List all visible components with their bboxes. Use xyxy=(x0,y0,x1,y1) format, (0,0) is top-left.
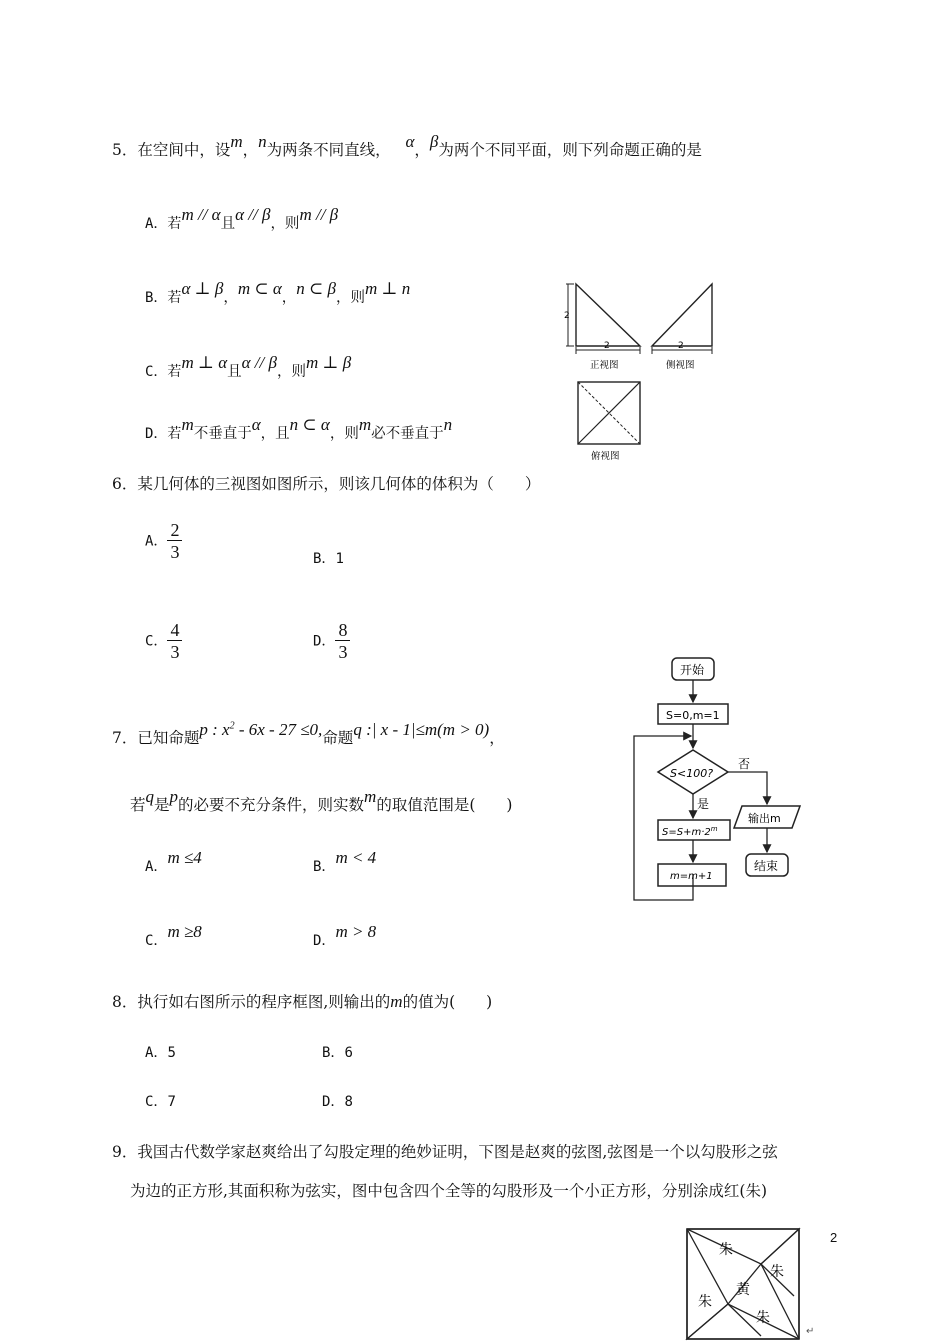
side-view-triangle xyxy=(652,284,712,346)
flow-end-label: 结束 xyxy=(754,859,779,873)
flow-no-label: 否 xyxy=(738,757,751,771)
xiantu-zhu-bottom: 朱 xyxy=(756,1310,770,1326)
xiantu-zhu-right: 朱 xyxy=(770,1264,784,1280)
top-view-label: 俯视图 xyxy=(591,451,620,462)
q5-option-b: B．若α ⊥ β，m ⊂ α，n ⊂ β，则m ⊥ n xyxy=(145,279,411,306)
q6-stem: 6．某几何体的三视图如图所示，则该几何体的体积为（ ） xyxy=(112,475,541,493)
q5-option-d: D．若m不垂直于α，且n ⊂ α，则m必不垂直于n xyxy=(145,415,453,442)
three-views-figure xyxy=(560,278,730,468)
q8-option-d: D．8 xyxy=(322,1094,353,1110)
dim-front-width: 2 xyxy=(604,341,610,351)
q6-option-c: C． $\frac{4}{3}$ xyxy=(145,620,182,663)
xiantu-zhu-left: 朱 xyxy=(698,1294,712,1310)
q8-option-b: B．6 xyxy=(322,1045,353,1061)
q5-stem: 5．在空间中，设m，n为两条不同直线， α，β为两个不同平面，则下列命题正确的是 xyxy=(112,132,702,159)
q9-line2: 为边的正方形,其面积称为弦实，图中包含四个全等的勾股形及一个小正方形，分别涂成红(朱) xyxy=(130,1182,768,1200)
flow-update-m-label: m=m+1 xyxy=(670,871,713,882)
flowchart xyxy=(630,654,810,904)
flow-start-label: 开始 xyxy=(680,663,705,677)
flow-output-label: 输出m xyxy=(748,812,781,825)
q7-stem: 7．已知命题p : $x^2 - 6x - 27 \le 0$,命题q :| x - 1|≤m(m > 0)， xyxy=(112,720,505,747)
q7-option-a: A．m ≤4 xyxy=(145,848,202,875)
q6-option-b: B．1 xyxy=(313,551,344,567)
return-mark: ↵ xyxy=(806,1326,815,1337)
xiantu-zhu-top: 朱 xyxy=(719,1242,733,1258)
q7-option-b: B．m < 4 xyxy=(313,848,377,875)
q9-line1: 9．我国古代数学家赵爽给出了勾股定理的绝妙证明，下图是赵爽的弦图,弦图是一个以勾股形之弦 xyxy=(112,1143,778,1161)
q8-stem: 8．执行如右图所示的程序框图,则输出的m的值为( ) xyxy=(112,992,493,1011)
q7-option-c: C．m ≥8 xyxy=(145,922,202,949)
page-number: 2 xyxy=(830,1230,838,1245)
side-view-label: 侧视图 xyxy=(666,360,695,371)
q8-option-c: C．7 xyxy=(145,1094,176,1110)
q5-option-c: C．若m ⊥ α且α // β，则m ⊥ β xyxy=(145,353,352,380)
q8-option-a: A．5 xyxy=(145,1045,176,1061)
dim-side-width: 2 xyxy=(678,341,684,351)
xiantu-huang: 黄 xyxy=(736,1282,750,1298)
q6-option-a: A． $\frac{2}{3}$ xyxy=(145,520,182,563)
q5-option-a: A．若m // α且α // β，则m // β xyxy=(145,205,339,232)
front-view-label: 正视图 xyxy=(590,360,619,371)
flow-init-label: S=0,m=1 xyxy=(666,709,720,722)
front-view-triangle xyxy=(576,284,640,346)
q7-stem-line2: 若q是p的必要不充分条件，则实数m的取值范围是( ) xyxy=(130,787,513,814)
flow-update-s-label: $S=S+m\cdot 2^m$ xyxy=(662,825,718,838)
q7-option-d: D．m > 8 xyxy=(313,922,377,949)
xiantu-diagram xyxy=(684,1226,804,1342)
flow-decision-label: S<100? xyxy=(670,767,714,780)
flow-yes-label: 是 xyxy=(697,797,710,811)
q6-option-d: D． $\frac{8}{3}$ xyxy=(313,620,350,663)
dim-height: 2 xyxy=(564,311,570,321)
